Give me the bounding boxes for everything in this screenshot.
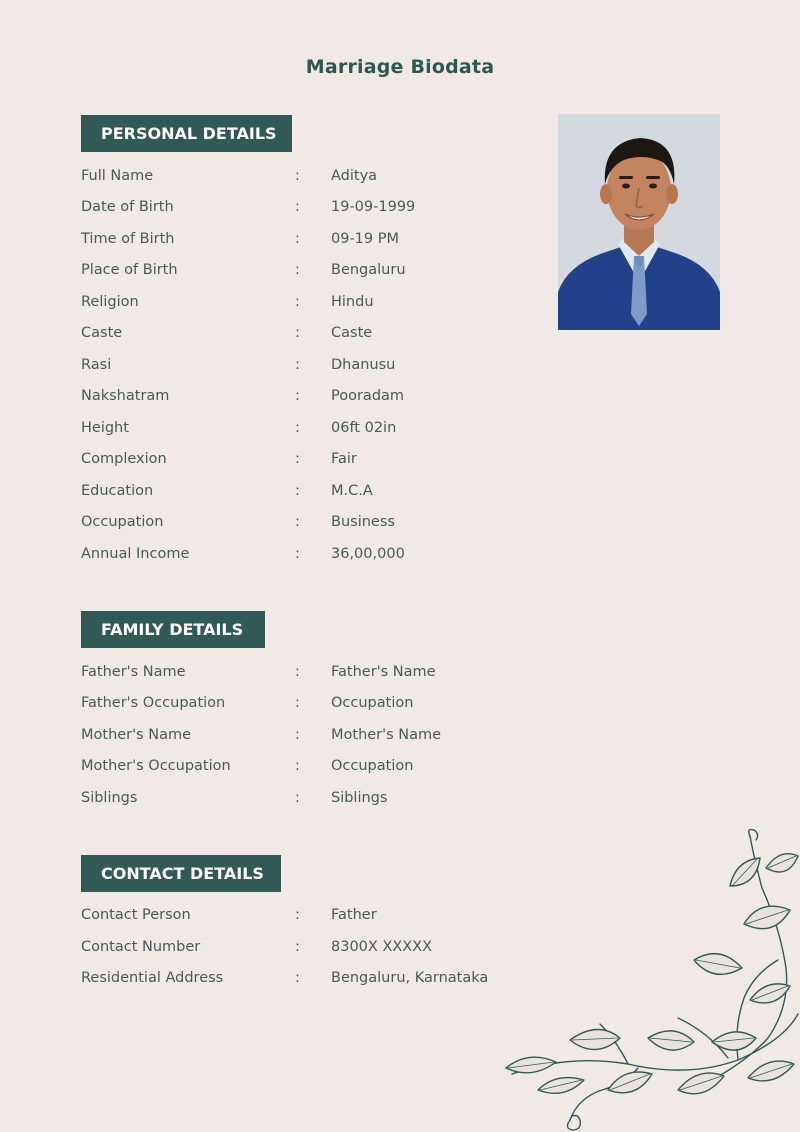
row-value: Caste <box>331 325 373 341</box>
floral-decoration <box>498 828 800 1132</box>
contact-row-contact-number <box>81 936 551 958</box>
row-label: Religion <box>81 294 139 310</box>
row-label: Complexion <box>81 451 167 467</box>
row-separator: : <box>295 727 300 743</box>
personal-row-complexion <box>81 448 551 470</box>
personal-row-nakshatram <box>81 385 551 407</box>
row-value: 8300X XXXXX <box>331 939 433 955</box>
row-separator: : <box>295 294 300 310</box>
row-value: Siblings <box>331 790 388 806</box>
row-value: Bengaluru <box>331 262 406 278</box>
row-label: Rasi <box>81 357 112 373</box>
personal-details-heading: PERSONAL DETAILS <box>81 115 292 152</box>
row-value: Occupation <box>331 758 414 774</box>
personal-row-rasi <box>81 354 551 376</box>
row-label: Place of Birth <box>81 262 178 278</box>
row-label: Nakshatram <box>81 388 170 404</box>
personal-row-occupation <box>81 511 551 533</box>
row-separator: : <box>295 420 300 436</box>
row-separator: : <box>295 514 300 530</box>
row-label: Father's Name <box>81 664 186 680</box>
row-label: Height <box>81 420 129 436</box>
row-label: Caste <box>81 325 123 341</box>
row-value: Aditya <box>331 168 378 184</box>
row-separator: : <box>295 168 300 184</box>
row-label: Mother's Occupation <box>81 758 231 774</box>
row-label: Siblings <box>81 790 138 806</box>
row-separator: : <box>295 357 300 373</box>
row-label: Education <box>81 483 154 499</box>
contact-row-contact-person <box>81 904 551 926</box>
row-value: Bengaluru, Karnataka <box>331 970 489 986</box>
personal-row-time-of-birth <box>81 228 551 250</box>
row-separator: : <box>295 199 300 215</box>
row-separator: : <box>295 970 300 986</box>
family-row-mothers-name <box>81 724 551 746</box>
row-separator: : <box>295 695 300 711</box>
row-separator: : <box>295 790 300 806</box>
row-separator: : <box>295 325 300 341</box>
row-separator: : <box>295 451 300 467</box>
row-value: Fair <box>331 451 357 467</box>
row-label: Mother's Name <box>81 727 192 743</box>
row-label: Full Name <box>81 168 154 184</box>
family-row-mothers-occupation <box>81 755 551 777</box>
row-label: Residential Address <box>81 970 224 986</box>
personal-row-height <box>81 417 551 439</box>
row-label: Contact Person <box>81 907 191 923</box>
row-value: Mother's Name <box>331 727 442 743</box>
family-row-fathers-name <box>81 661 551 683</box>
contact-details-heading: CONTACT DETAILS <box>81 855 281 892</box>
row-separator: : <box>295 939 300 955</box>
row-separator: : <box>295 758 300 774</box>
row-value: 19-09-1999 <box>331 199 416 215</box>
row-value: 09-19 PM <box>331 231 399 247</box>
row-value: Dhanusu <box>331 357 396 373</box>
profile-photo-illustration <box>558 114 720 330</box>
row-separator: : <box>295 907 300 923</box>
row-value: Business <box>331 514 395 530</box>
personal-row-education <box>81 480 551 502</box>
family-row-siblings <box>81 787 551 809</box>
row-label: Father's Occupation <box>81 695 226 711</box>
row-separator: : <box>295 483 300 499</box>
row-separator: : <box>295 231 300 247</box>
row-value: 06ft 02in <box>331 420 397 436</box>
personal-row-caste <box>81 322 551 344</box>
family-details-heading: FAMILY DETAILS <box>81 611 265 648</box>
personal-row-annual-income <box>81 543 551 565</box>
personal-row-place-of-birth <box>81 259 551 281</box>
row-value: Father's Name <box>331 664 436 680</box>
row-separator: : <box>295 664 300 680</box>
row-value: 36,00,000 <box>331 546 405 562</box>
contact-row-residential-address <box>81 967 551 989</box>
row-separator: : <box>295 262 300 278</box>
row-separator: : <box>295 388 300 404</box>
row-value: Father <box>331 907 377 923</box>
page-title: Marriage Biodata <box>305 56 495 78</box>
row-value: Pooradam <box>331 388 405 404</box>
row-value: Hindu <box>331 294 374 310</box>
family-row-fathers-occupation <box>81 692 551 714</box>
row-label: Time of Birth <box>81 231 175 247</box>
personal-row-date-of-birth <box>81 196 551 218</box>
row-value: Occupation <box>331 695 414 711</box>
row-separator: : <box>295 546 300 562</box>
row-label: Annual Income <box>81 546 190 562</box>
profile-photo <box>558 114 720 330</box>
row-label: Date of Birth <box>81 199 174 215</box>
row-label: Contact Number <box>81 939 201 955</box>
personal-row-full-name <box>81 165 551 187</box>
row-label: Occupation <box>81 514 164 530</box>
personal-row-religion <box>81 291 551 313</box>
row-value: M.C.A <box>331 483 373 499</box>
